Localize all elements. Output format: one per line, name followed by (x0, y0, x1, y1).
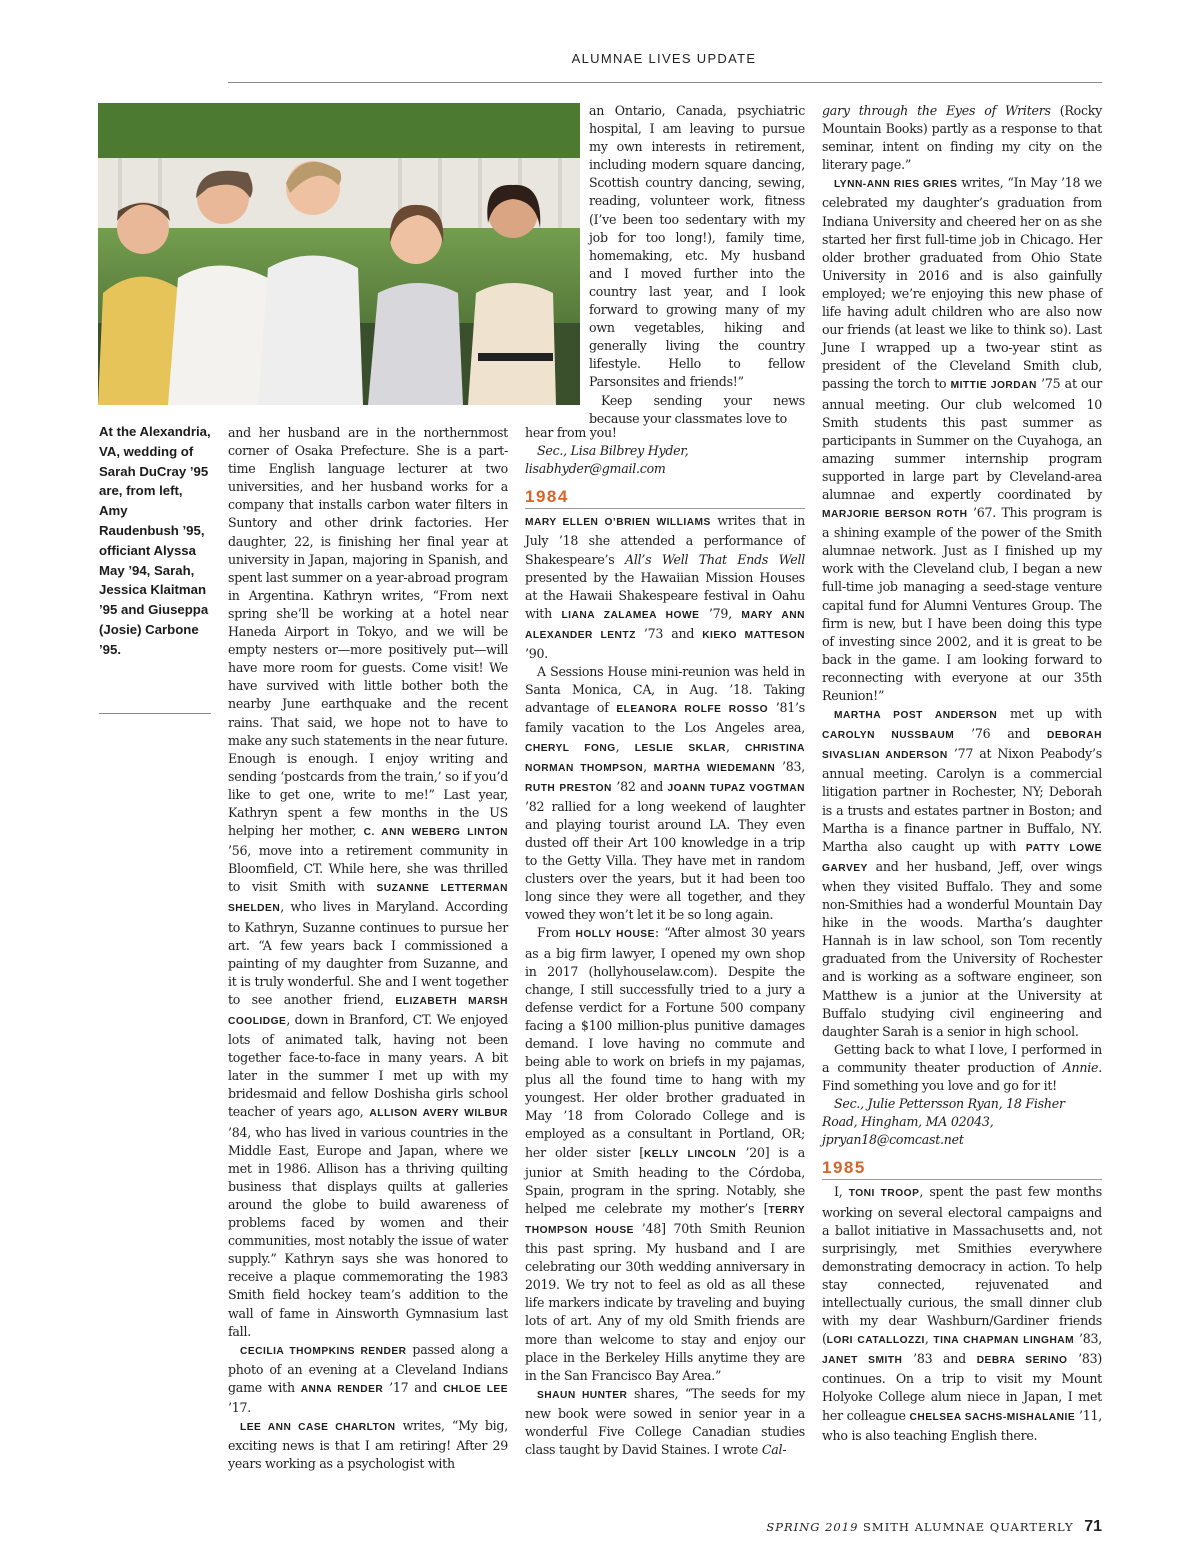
column-2-top-paragraph-1: an Ontario, Canada, psychiatric hospital, I am leaving to pursue my own interests in retirement, including modern square dancing, Scottish country dancing, sewing, reading, volunteer work, fitness (I’ve been too sedentary with my job for too long!), family time, homemaking, etc. My husband and I moved further into the country last year, and I look forward to growing many of my own vegetables, hiking and generally living the country lifestyle. Hello to fellow Parsonsites and friends!” (589, 103, 805, 390)
header-rule (228, 82, 1102, 83)
running-head: ALUMNAE LIVES UPDATE (571, 51, 757, 66)
book-title: gary through the Eyes of Writers (822, 103, 1051, 118)
book-title: Cal- (761, 1442, 787, 1458)
column-2-paragraph-4: SHAUN HUNTER shares, “The seeds for my new book were sowed in senior year in a wonderful Five College Canadian studies class taught by David Staines. I wrote Cal- (525, 1385, 805, 1458)
class-secretary-1984: Sec., Julie Pettersson Ryan, 18 Fisher Road, Hingham, MA 02043, jpryan18@comcast.net (822, 1096, 1065, 1148)
alumna-name: MITTIE JORDAN (950, 380, 1037, 392)
alumna-name: PATTY LOWE GARVEY (822, 842, 1102, 874)
alumna-name: LORI CATALLOZZI (826, 1335, 925, 1347)
column-2-paragraph-1: MARY ELLEN O’BRIEN WILLIAMS writes that in July ’18 she attended a performance of Shakespeare’s All’s Well That Ends Well presented by the Hawaiian Mission Houses at the Hawaii Shakespeare festival in Oahu with LIANA ZALAMEA HOWE ’79, MARY ANN ALEXANDER LENTZ ’73 and KIEKO MATTESON ’90. (525, 513, 805, 662)
class-year-1984: 1984 (525, 488, 805, 509)
group-photo (98, 103, 580, 405)
alumna-name: MARY ANN ALEXANDER LENTZ (525, 609, 805, 641)
alumna-name: ELEANORA ROLFE ROSSO (616, 704, 769, 716)
alumna-name: JOANN TUPAZ VOGTMAN (667, 782, 806, 794)
column-3-paragraph-2: LYNN-ANN RIES GRIES writes, “In May ’18 we celebrated my daughter’s graduation from Indiana University and cheered her on as she started her first full-time job in Chicago. Her older brother graduated from Ohio State University in 2016 and is also gainfully employed; we’re enjoying this new phase of life having adult children who are also now our friends (at least we like to think so). Last June I wrapped up a two-year stint as president of the Cleveland Smith club, passing the torch to MITTIE JORDAN ’75 at our annual meeting. Our club welcomed 10 Smith students this past summer as participants in Summer on the Cuyahoga, an amazing summer internship program supported in large part by Cleveland-area alumnae and expertly coordinated by MARJORIE BERSON ROTH ’67. This program is a shining example of the power of the Smith alumnae network. Just as I finished up my work with the Cleveland club, I began a new full-time job managing a seed-stage venture capital fund for Alumni Ventures Group. The firm is new, but I have been doing this type of investing since 2002, and it is great to be back in the game. I am looking forward to reconnecting with everyone at our 35th Reunion!” (822, 175, 1103, 703)
class-year-1985: 1985 (822, 1159, 1102, 1180)
alumna-name: LIANA ZALAMEA HOWE (561, 609, 700, 621)
photo-caption: At the Alexandria, VA, wedding of Sarah DuCray ’95 are, from left, Amy Raudenbush ’95, officiant Alyssa May ’94, Sarah, Jessica Klaitman ’95 and Giuseppa (Josie) Carbone ’95. (99, 424, 211, 657)
column-3-paragraph-3: MARTHA POST ANDERSON met up with CAROLYN NUSSBAUM ’76 and DEBORAH SIVASLIAN ANDERSON ’77 at Nixon Peabody’s annual meeting. Carolyn is a commercial litigation partner in Rochester, NY; Deborah is a trusts and estates partner in Boston; and Martha is a finance partner in Buffalo, NY. Martha also caught up with PATTY LOWE GARVEY and her husband, Jeff, over wings when they visited Buffalo. They and some non-Smithies had a wonderful Mountain Day hike in the woods. Martha’s daughter Hannah is in law school, son Tom recently graduated from the University of Rochester and is working as a software engineer, son Matthew is a junior at the University at Buffalo studying civil engineering and daughter Sarah is a senior in high school. (822, 706, 1102, 1039)
column-3-paragraph-4: Getting back to what I love, I performed in a community theater production of Annie. Find something you love and go for it! (822, 1041, 1102, 1093)
alumna-name: CAROLYN NUSSBAUM (822, 730, 955, 742)
page-footer (766, 1518, 1102, 1536)
column-2-top (589, 102, 805, 428)
column-2-paragraph-2: A Sessions House mini-reunion was held in Santa Monica, CA, in Aug. ’18. Taking advantage of ELEANORA ROLFE ROSSO ’81’s family vacation to the Los Angeles area, CHERYL FONG, LESLIE SKLAR, CHRISTINA NORMAN THOMPSON, MARTHA WIEDEMANN ’83, RUTH PRESTON ’82 and JOANN TUPAZ VOGTMAN ’82 rallied for a long weekend of laughter and playing tourist around LA. They even dusted off their Art 100 knowledge in a trip to the Getty Villa. They have met in random clusters over the years, but it had been too long since they were all together, and they vowed they won’t let it be so long again. (525, 664, 806, 923)
column-1-paragraph-2: CECILIA THOMPKINS RENDER passed along a photo of an evening at a Cleveland Indians game with ANNA RENDER ’17 and CHLOE LEE ’17. (228, 1341, 509, 1415)
alumna-name: JANET SMITH (822, 1355, 903, 1367)
alumna-name: TONI TROOP (848, 1188, 920, 1200)
column-2-paragraph-3: From HOLLY HOUSE: “After almost 30 years as a big firm lawyer, I opened my own shop in 2017 (hollyhouselaw.com). Despite the change, I still successfully tried to a jury a defense verdict for a Fortune 500 company facing a $100 million-plus punitive damages demand. I love having no commute and being able to work on briefs in my pajamas, plus all the found time to hang with my youngest. Her older brother graduated in May ’18 from Colorado College and is employed as a consultant in Portland, OR; her older sister [KELLY LINCOLN ’20] is a junior at Smith heading to the Córdoba, Spain, program in the spring. Notably, she helped me celebrate my mother’s [TERRY THOMPSON HOUSE ’48] 70th Smith Reunion this past spring. My husband and I are celebrating our 30th wedding anniversary in 2019. We try not to feel as old as all these life markers indicate by traveling and buying lots of art. Any of my old Smith friends are more than welcome to stay and enjoy our place in the Berkeley Hills anytime they are in the San Francisco Bay Area.” (525, 925, 806, 1383)
alumna-name: KIEKO MATTESON (702, 629, 805, 641)
alumna-name: ANNA RENDER (300, 1383, 384, 1395)
alumna-name: MARTHA WIEDEMANN (653, 762, 776, 774)
alumna-name: LESLIE SKLAR (634, 742, 726, 754)
alumna-name: LEE ANN CASE CHARLTON (240, 1422, 396, 1434)
column-1-paragraph-1: and her husband are in the northernmost corner of Osaka Prefecture. She is a part-time English language lecturer at two universities, and her husband works for a company that installs carbon water filters in Suntory and other drink factories. Her daughter, 22, is finishing her final year at university in Japan, majoring in Spanish, and spent last summer on a year-abroad program in Argentina. Kathryn writes, “From next spring she’ll be working at a hotel near Haneda Airport in Tokyo, and we will be empty nesters or—more positively put—will have more room for guests. Come visit! We have survived with little bother both the nearby June earthquake and the recent rains. That said, we hope not to have to make any such statements in the near future. Enough is enough. I enjoy writing and sending ‘postcards from the train,’ so if you’d like to get one, write to me!” Last year, Kathryn spent a few months in the US helping her mother, C. ANN WEBERG LINTON ’56, move into a retirement community in Bloomfield, CT. While here, she was thrilled to visit Smith with SUZANNE LETTERMAN SHELDEN, who lives in Maryland. According to Kathryn, Suzanne continues to pursue her art. “A few years back I commissioned a painting of my daughter from Suzanne, and it is truly wonderful. She and I went together to see another friend, ELIZABETH MARSH COOLIDGE, down in Branford, CT. We enjoyed lots of animated talk, having not been together face-to-face in many years. A bit later in the summer I met up with my bridesmaid and fellow Doshisha girls school teacher of years ago, ALLISON AVERY WILBUR ’84, who has lived in various countries in the Middle East, Europe and Japan, where we met in 1986. Allison has a thriving quilting business that displays quilts at galleries around the globe to build awareness of problems faced by women and their communities, most notably the issue of water supply.” Kathryn says she was honored to receive a plaque commemorating the 1983 Smith field hockey team’s addition to the wall of fame in Ainsworth Gymnasium last fall. (228, 425, 509, 1339)
magazine-name: SMITH ALUMNAE QUARTERLY (863, 1520, 1074, 1534)
play-title: All’s Well That Ends Well (624, 551, 805, 567)
caption-rule (99, 713, 211, 714)
alumna-name: MARTHA POST ANDERSON (834, 710, 998, 722)
alumna-name: CHRISTINA NORMAN THOMPSON (525, 742, 805, 774)
alumna-name: TERRY THOMPSON HOUSE (525, 1204, 805, 1236)
alumna-name: HOLLY HOUSE (575, 929, 655, 941)
alumna-name: CHERYL FONG (525, 742, 616, 754)
alumna-name: RUTH PRESTON (525, 782, 612, 794)
alumna-name: SHAUN HUNTER (537, 1389, 628, 1401)
alumna-name: SUZANNE LETTERMAN SHELDEN (228, 883, 508, 915)
column-2-continuation: hear from you! (525, 425, 617, 440)
column-2 (525, 424, 805, 1459)
alumna-name: DEBRA SERINO (976, 1355, 1068, 1367)
alumna-name: C. ANN WEBERG LINTON (363, 827, 508, 839)
alumna-name: MARY ELLEN O’BRIEN WILLIAMS (525, 517, 711, 529)
show-title: Annie (1062, 1059, 1099, 1075)
column-3-paragraph-5: I, TONI TROOP, spent the past few months working on several electoral campaigns and a ballot initiative in Massachusetts and, not surprisingly, met Smithies everywhere demonstrating democracy in action. To help stay connected, rejuvenated and intellectually curious, the small dinner club with my dear Washburn/Gardiner friends (LORI CATALLOZZI, TINA CHAPMAN LINGHAM ’83, JANET SMITH ’83 and DEBRA SERINO ’83) continues. On a trip to visit my Mount Holyoke College alum niece in Japan, I met her colleague CHELSEA SACHS-MISHALANIE ’11, who is also teaching English there. (822, 1184, 1103, 1443)
issue-season: SPRING 2019 (766, 1520, 859, 1534)
alumna-name: CHLOE LEE (443, 1383, 509, 1395)
column-3-paragraph-1: gary through the Eyes of Writers (Rocky Mountain Books) partly as a response to that seminar, intent on finding my city on the literary page.” (822, 103, 1102, 173)
column-3 (822, 102, 1102, 1445)
page-number: 71 (1084, 1518, 1102, 1535)
column-2-top-paragraph-2: Keep sending your news because your classmates love to (589, 392, 805, 426)
alumna-name: LYNN-ANN RIES GRIES (834, 179, 958, 191)
class-secretary-1983: Sec., Lisa Bilbrey Hyder, lisabhyder@gmail.com (525, 443, 689, 477)
alumna-name: CECILIA THOMPKINS RENDER (240, 1345, 407, 1357)
column-1 (228, 424, 508, 1473)
column-1-paragraph-3: LEE ANN CASE CHARLTON writes, “My big, exciting news is that I am retiring! After 29 years working as a psychologist with (228, 1418, 508, 1472)
alumna-name: MARJORIE BERSON ROTH (822, 509, 968, 521)
alumna-name: DEBORAH SIVASLIAN ANDERSON (822, 730, 1102, 762)
alumna-name: ELIZABETH MARSH COOLIDGE (228, 995, 509, 1027)
alumna-name: TINA CHAPMAN LINGHAM (933, 1335, 1075, 1347)
alumna-name: CHELSEA SACHS-MISHALANIE (909, 1411, 1076, 1423)
alumna-name: ALLISON AVERY WILBUR (369, 1108, 508, 1120)
alumna-name: KELLY LINCOLN (643, 1148, 737, 1160)
